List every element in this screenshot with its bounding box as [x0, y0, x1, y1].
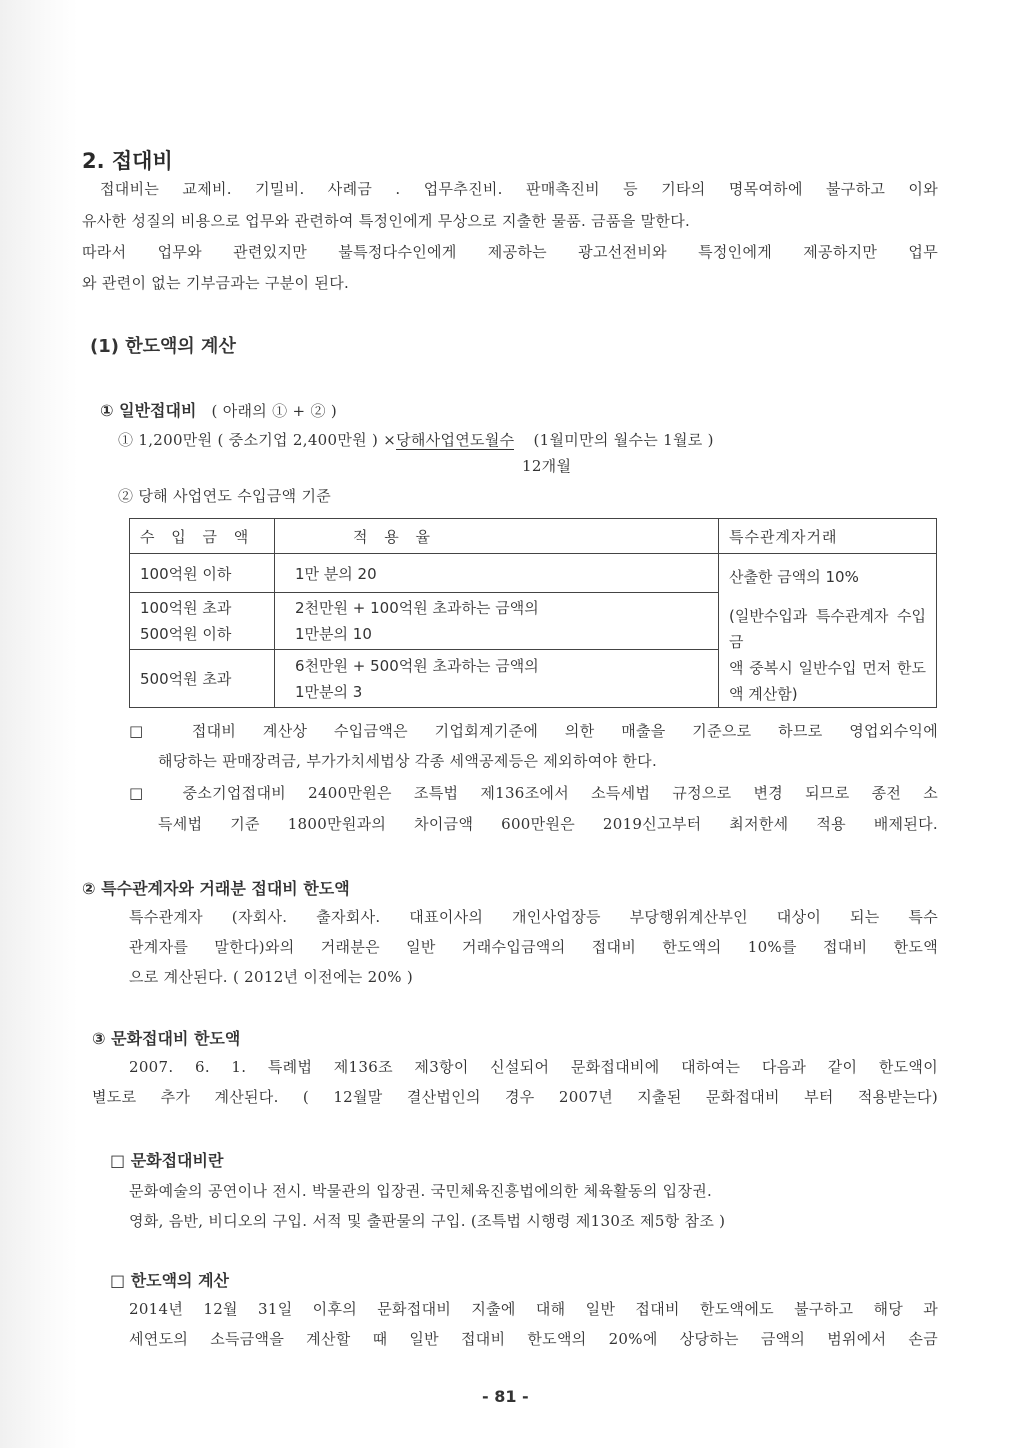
row-amount-line: 500억원 이하	[140, 625, 232, 644]
special-line1: 산출한 금액의 10%	[729, 568, 859, 586]
formula-numerator: 당해사업연도월수	[396, 431, 515, 449]
header-amount: 수 입 금 액	[130, 519, 275, 554]
intro-line: 따라서 업무와 관련있지만 불특정다수인에게 제공하는 광고선전비와 특정인에게 제공하지만 업무	[82, 243, 938, 261]
intro-line: 접대비는 교제비. 기밀비. 사례금 . 업무추진비. 판매촉진비 등 기타의 명목여하에 불구하고 이와	[100, 180, 938, 198]
row-amount: 100억원 이하	[130, 554, 275, 593]
header-rate: 적 용 율	[275, 519, 719, 554]
note-line: 해당하는 판매장려금, 부가가치세법상 각종 세액공제등은 제외하여야 한다.	[158, 752, 658, 770]
section-title: 2. 접대비	[82, 149, 173, 173]
formula-prefix: ① 1,200만원 ( 중소기업 2,400만원 ) ×	[118, 431, 397, 449]
limit-calc-line: 세연도의 소득금액을 계산할 때 일반 접대비 한도액의 20%에 상당하는 금액의 범위에서 손금	[129, 1330, 938, 1348]
page-number: - 81 -	[482, 1387, 529, 1406]
row-amount	[130, 593, 275, 650]
general-expense-heading-bold: ① 일반접대비	[100, 401, 197, 420]
intro-line: 와 관련이 없는 기부금과는 구분이 된다.	[82, 274, 350, 292]
row-rate: 1만 분의 20	[275, 554, 719, 593]
page-binding-shadow	[0, 0, 78, 1448]
row-rate-line: 1만분의 3	[295, 682, 363, 701]
culture-expense-line: 별도로 추가 계산된다. ( 12월말 결산법인의 경우 2007년 지출된 문화접대비 부터 적용받는다)	[92, 1088, 938, 1106]
culture-expense-title: ③ 문화접대비 한도액	[92, 1029, 241, 1048]
row-amount-line: 100억원 초과	[140, 599, 232, 618]
special-relation-title: ② 특수관계자와 거래분 접대비 한도액	[82, 879, 350, 898]
note-line: □ 중소기업접대비 2400만원은 조특법 제136조에서 소득세법 규정으로 변경 되므로 종전 소	[129, 784, 938, 802]
general-expense-heading-rest: ( 아래의 ① + ② )	[211, 402, 337, 420]
special-note-line: (일반수입과 특수관계자 수입금	[729, 607, 926, 651]
note-line: □ 접대비 계산상 수입금액은 기업회계기준에 의한 매출을 기준으로 하므로 영업외수익에	[129, 722, 938, 740]
special-relation-line: 관계자를 말한다)와의 거래분은 일반 거래수입금액의 접대비 한도액의 10%를 접대비 한도액	[129, 938, 938, 956]
special-relation-cell	[719, 554, 937, 708]
formula-line	[118, 429, 714, 450]
row-rate-line: 2천만원 + 100억원 초과하는 금액의	[295, 599, 539, 618]
limit-rate-table	[129, 518, 937, 708]
row-rate-line: 1만분의 10	[295, 625, 372, 644]
note-line: 득세법 기준 1800만원과의 차이금액 600만원은 2019신고부터 최저한세 적용 배제된다.	[158, 815, 938, 833]
intro-line: 유사한 성질의 비용으로 업무와 관련하여 특정인에게 무상으로 지출한 물품. 금품을 말한다.	[82, 212, 691, 230]
special-relation-line: 특수관계자 (자회사. 출자회사. 대표이사의 개인사업장등 부당행위계산부인 대상이 되는 특수	[129, 908, 938, 926]
limit-calc-line: 2014년 12월 31일 이후의 문화접대비 지출에 대해 일반 접대비 한도액에도 불구하고 해당 과	[129, 1300, 938, 1318]
culture-definition-title: □ 문화접대비란	[110, 1151, 224, 1170]
row-rate-line: 6천만원 + 500억원 초과하는 금액의	[295, 656, 539, 675]
revenue-basis-label: ② 당해 사업연도 수입금액 기준	[118, 487, 332, 505]
table-header-row	[130, 519, 937, 554]
formula-note: (1월미만의 월수는 1월로 )	[533, 431, 714, 449]
table-row	[130, 554, 937, 593]
general-expense-heading	[100, 398, 337, 421]
culture-expense-line: 2007. 6. 1. 특례법 제136조 제3항이 신설되어 문화접대비에 대하여는 다음과 같이 한도액이	[129, 1058, 938, 1076]
special-note-line: 액 중복시 일반수입 먼저 한도	[729, 659, 926, 677]
header-special: 특수관계자거래	[719, 519, 937, 554]
culture-definition-line: 문화예술의 공연이나 전시. 박물관의 입장권. 국민체육진흥법에의한 체육활동의 입장권.	[129, 1182, 713, 1200]
limit-calc-title: □ 한도액의 계산	[110, 1271, 229, 1290]
row-rate	[275, 650, 719, 708]
row-amount: 500억원 초과	[130, 650, 275, 708]
special-relation-line: 으로 계산된다. ( 2012년 이전에는 20% )	[129, 968, 414, 986]
subsection-title: (1) 한도액의 계산	[90, 336, 236, 357]
row-rate	[275, 593, 719, 650]
culture-definition-line: 영화, 음반, 비디오의 구입. 서적 및 출판물의 구입. (조특법 시행령 제130조 제5항 참조 )	[129, 1212, 726, 1230]
formula-denominator: 12개월	[522, 457, 572, 475]
special-note-line: 액 계산함)	[729, 685, 798, 703]
